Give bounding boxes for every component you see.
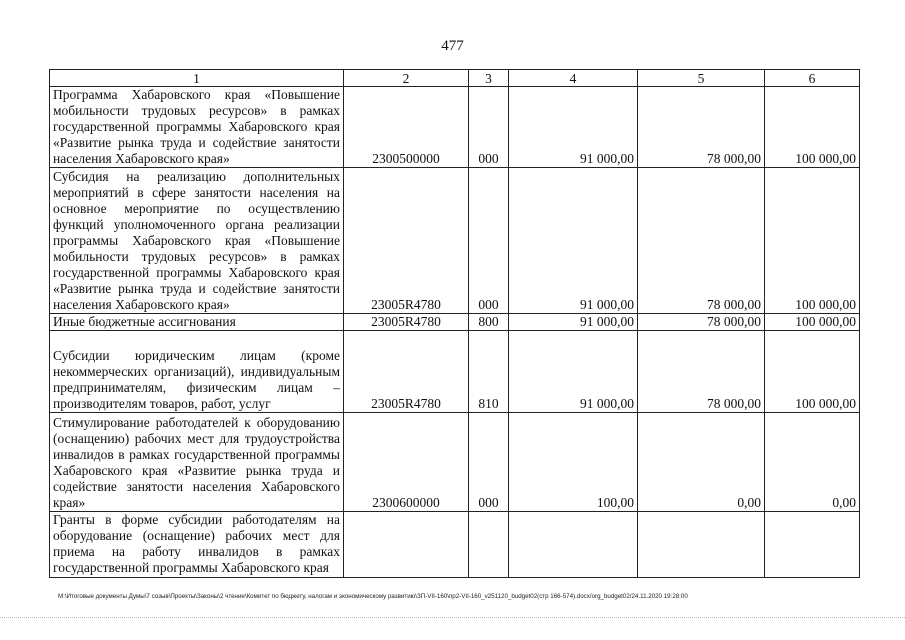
row-value-col5: 78 000,00	[638, 314, 765, 331]
row-value-col5: 78 000,00	[638, 331, 765, 413]
page-number: 477	[441, 38, 464, 54]
row-value-col6: 100 000,00	[765, 87, 860, 168]
row-description: Субсидия на реализацию дополнительных мероприятий в сфере занятости населения на основное мероприятие по осуществлению функций уполномоченного органа реализации программы Хабаровского края «Повышение мобильности трудовых ресурсов» в рамках государственной программы Хабаровского края «Развитие рынка труда и содействие занятости населения Хабаровского края»	[50, 168, 344, 314]
row-value-col4: 91 000,00	[509, 331, 638, 413]
row-code: 2300500000	[344, 87, 469, 168]
column-header: 2	[344, 70, 469, 87]
row-code: 23005R4780	[344, 168, 469, 314]
row-value-col6: 100 000,00	[765, 331, 860, 413]
row-value-col4: 91 000,00	[509, 314, 638, 331]
row-code	[344, 512, 469, 578]
row-value-col4: 91 000,00	[509, 168, 638, 314]
row-code: 2300600000	[344, 413, 469, 512]
row-description: Субсидии юридическим лицам (кроме некоммерческих организаций), индивидуальным предпринимателям, физическим лицам – производителям товаров, работ, услуг	[50, 331, 344, 413]
row-value-col5	[638, 512, 765, 578]
table-row	[50, 168, 860, 314]
row-type: 800	[469, 314, 509, 331]
row-value-col4	[509, 512, 638, 578]
document-path-footer: М:\Итоговые документы Думы\7 созыв\Проекты\Законы\2 чтение\Комитет по бюджету, налогам и экономическому развитию\ЗП-VII-160\пр2-VII-160_v251120_budget02(стр 166-574).docx/org_budget02/24.11.2020 19:28:00	[58, 593, 688, 600]
table-row	[50, 87, 860, 168]
row-value-col5: 78 000,00	[638, 87, 765, 168]
row-value-col6: 0,00	[765, 413, 860, 512]
row-code: 23005R4780	[344, 314, 469, 331]
table-row	[50, 512, 860, 578]
table-row	[50, 314, 860, 331]
row-value-col6: 100 000,00	[765, 314, 860, 331]
table-header-row	[50, 70, 860, 87]
row-value-col5: 78 000,00	[638, 168, 765, 314]
row-type: 810	[469, 331, 509, 413]
table-row	[50, 331, 860, 413]
column-header: 4	[509, 70, 638, 87]
budget-table	[49, 69, 860, 578]
row-type: 000	[469, 413, 509, 512]
row-value-col6	[765, 512, 860, 578]
row-value-col6: 100 000,00	[765, 168, 860, 314]
row-description: Программа Хабаровского края «Повышение мобильности трудовых ресурсов» в рамках государственной программы Хабаровского края «Развитие рынка труда и содействие занятости населения Хабаровского края»	[50, 87, 344, 168]
row-value-col5: 0,00	[638, 413, 765, 512]
column-header: 1	[50, 70, 344, 87]
column-header: 3	[469, 70, 509, 87]
row-value-col4: 100,00	[509, 413, 638, 512]
row-description: Гранты в форме субсидии работодателям на оборудование (оснащение) рабочих мест для приема на работу инвалидов в рамках государственной программы Хабаровского края	[50, 512, 344, 578]
table-row	[50, 413, 860, 512]
row-description: Иные бюджетные ассигнования	[50, 314, 344, 331]
page-bottom-divider	[0, 617, 905, 618]
row-description: Стимулирование работодателей к оборудованию (оснащению) рабочих мест для трудоустройства инвалидов в рамках государственной программы Хабаровского края «Развитие рынка труда и содействие занятости населения Хабаровского края»	[50, 413, 344, 512]
row-value-col4: 91 000,00	[509, 87, 638, 168]
row-type	[469, 512, 509, 578]
row-type: 000	[469, 87, 509, 168]
row-code: 23005R4780	[344, 331, 469, 413]
row-type: 000	[469, 168, 509, 314]
column-header: 5	[638, 70, 765, 87]
column-header: 6	[765, 70, 860, 87]
